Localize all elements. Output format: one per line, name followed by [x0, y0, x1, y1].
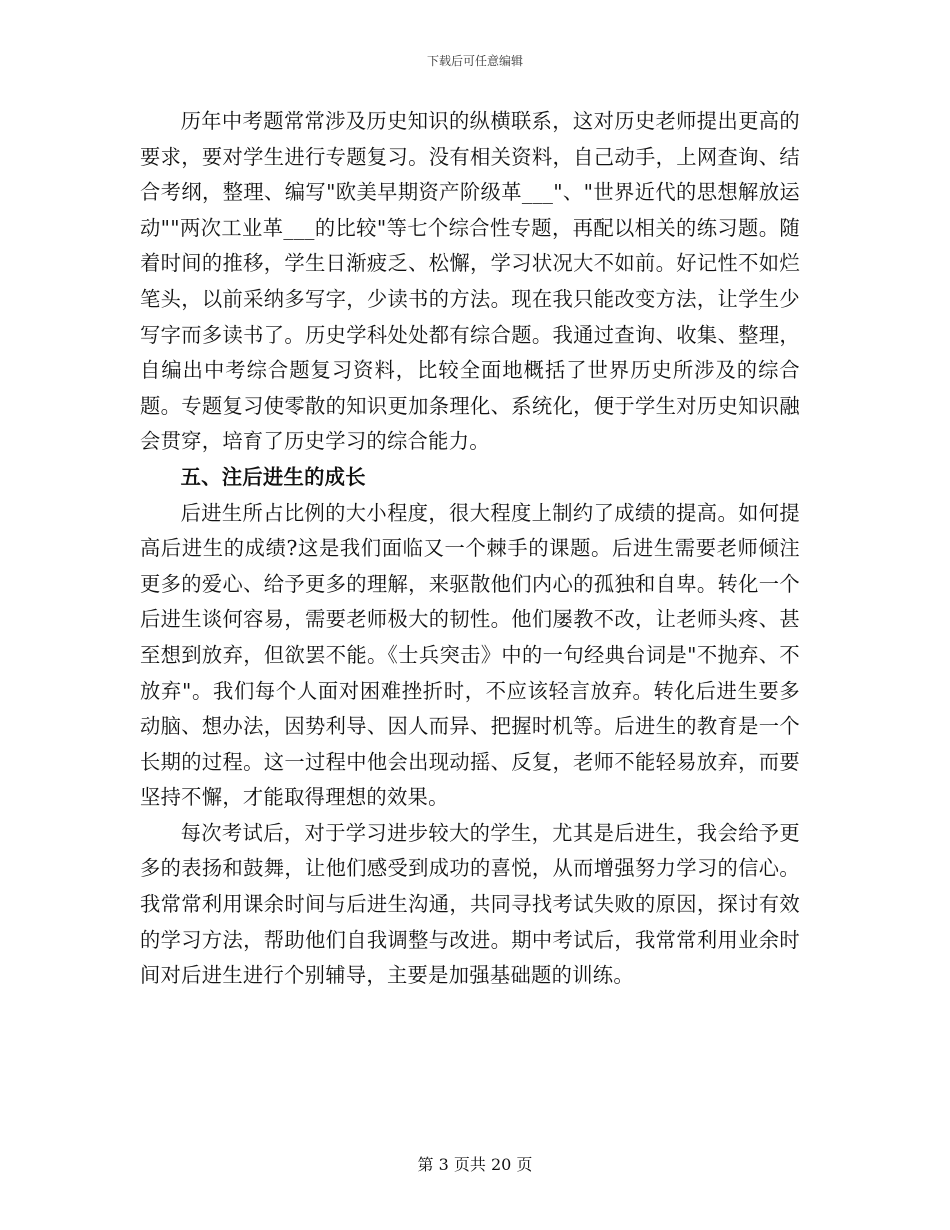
document-body: [140, 104, 800, 994]
paragraph-encouragement: 每次考试后，对于学习进步较大的学生，尤其是后进生，我会给予更多的表扬和鼓舞，让他们感受到成功的喜悦，从而增强努力学习的信心。我常常利用课余时间与后进生沟通，共同寻找考试失败的原因，探讨有效的学习方法，帮助他们自我调整与改进。期中考试后，我常常利用业余时间对后进生进行个别辅导，主要是加强基础题的训练。: [140, 820, 800, 988]
section-heading: 五、注后进生的成长: [180, 464, 366, 489]
paragraph-review-topics: 历年中考题常常涉及历史知识的纵横联系，这对历史老师提出更高的要求，要对学生进行专题复习。没有相关资料，自己动手，上网查询、结合考纲，整理、编写"欧美早期资产阶级革___"、"世界近代的思想解放运动""两次工业革___的比较"等七个综合性专题，再配以相关的练习题。随着时间的推移，学生日渐疲乏、松懈，学习状况大不如前。好记性不如烂笔头，以前采纳多写字，少读书的方法。现在我只能改变方法，让学生少写字而多读书了。历史学科处处都有综合题。我通过查询、收集、整理，自编出中考综合题复习资料，比较全面地概括了世界历史所涉及的综合题。专题复习使零散的知识更加条理化、系统化，便于学生对历史知识融会贯穿，培育了历史学习的综合能力。: [140, 109, 800, 454]
paragraph-struggling-students: 后进生所占比例的大小程度，很大程度上制约了成绩的提高。如何提高后进生的成绩?这是我们面临又一个棘手的课题。后进生需要老师倾注更多的爱心、给予更多的理解，来驱散他们内心的孤独和自卑。转化一个后进生谈何容易，需要老师极大的韧性。他们屡教不改，让老师头疼、甚至想到放弃，但欲罢不能。《士兵突击》中的一句经典台词是"不抛弃、不放弃"。我们每个人面对困难挫折时，不应该轻言放弃。转化后进生要多动脑、想办法，因势利导、因人而异、把握时机等。后进生的教育是一个长期的过程。这一过程中他会出现动摇、反复，老师不能轻易放弃，而要坚持不懈，才能取得理想的效果。: [140, 500, 800, 810]
page-number-footer: 第 3 页共 20 页: [417, 1155, 533, 1174]
page-header: 下载后可任意编辑: [426, 54, 523, 68]
